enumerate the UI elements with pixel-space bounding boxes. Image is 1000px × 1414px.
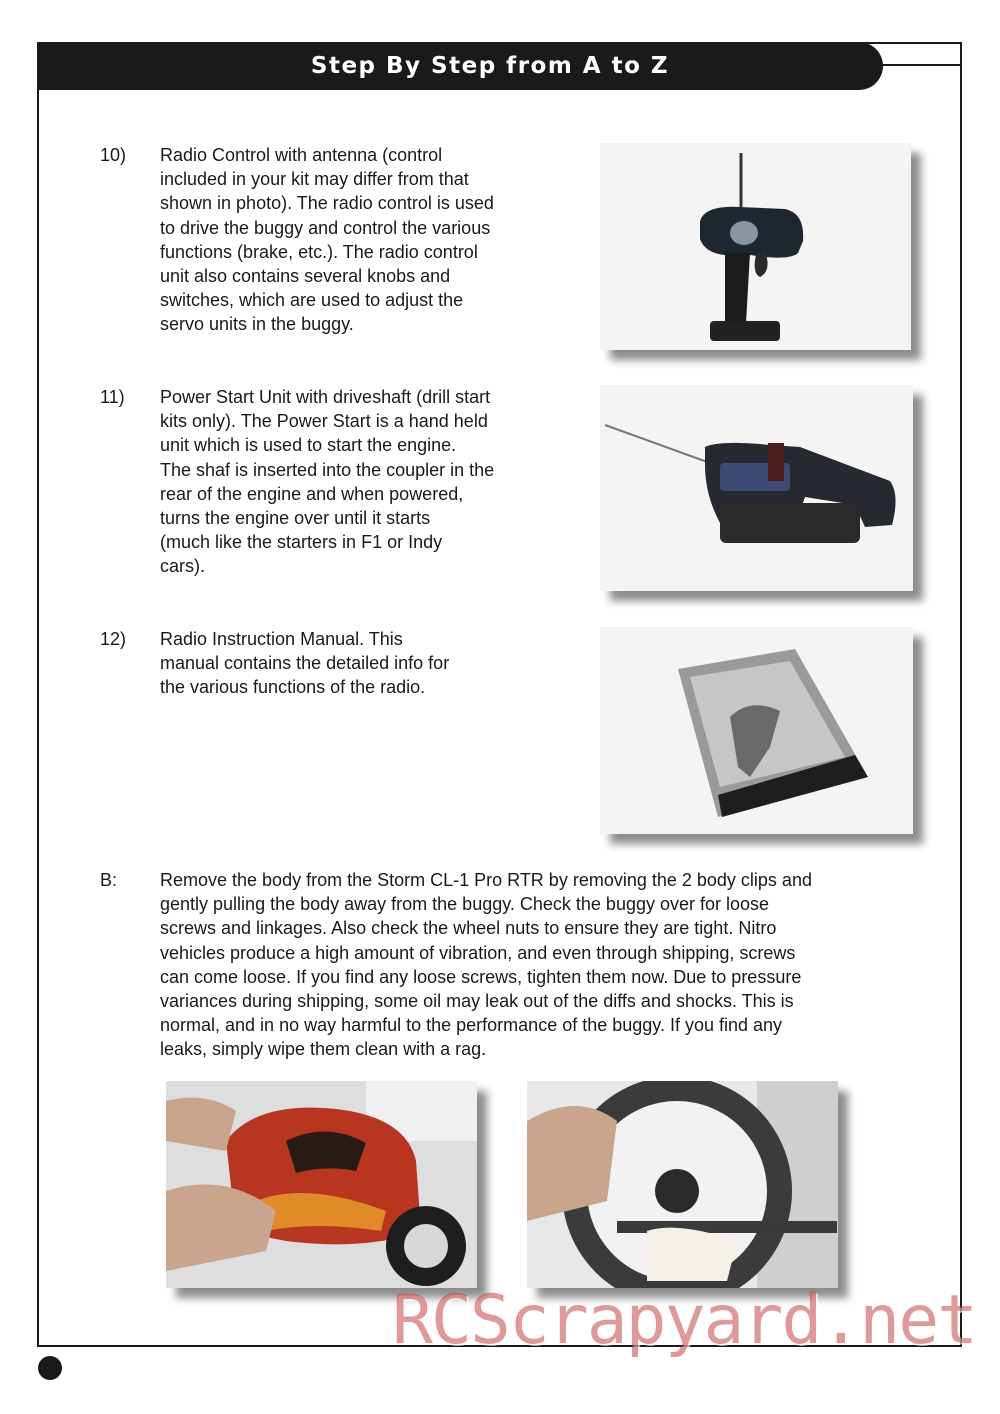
text-line: Remove the body from the Storm CL-1 Pro RTR by removing the 2 body clips and: [160, 870, 812, 890]
text-line: variances during shipping, some oil may leak out of the diffs and shocks. This is: [160, 991, 794, 1012]
text-line: Radio Instruction Manual. This: [160, 629, 403, 649]
page-title: Step By Step from A to Z: [310, 53, 670, 79]
item-description: [160, 627, 545, 700]
header-bar: [37, 42, 883, 90]
text-line: cars).: [160, 556, 205, 577]
text-line: switches, which are used to adjust the: [160, 290, 464, 311]
item-description: [160, 385, 545, 579]
step-b-description: [160, 868, 905, 1062]
item-description: [160, 143, 545, 337]
text-line: to drive the buggy and control the various: [160, 217, 491, 238]
text-line: unit which is used to start the engine.: [160, 435, 457, 456]
text-line: (much like the starters in F1 or Indy: [160, 532, 443, 553]
item-number: 10): [100, 145, 127, 165]
text-line: the various functions of the radio.: [160, 677, 426, 698]
text-line: Power Start Unit with driveshaft (drill start: [160, 387, 491, 407]
wheel-check-photo: [527, 1081, 838, 1288]
step-label: B:: [100, 870, 118, 890]
radio-manual-photo: [600, 627, 913, 834]
text-line: normal, and in no way harmful to the performance of the buggy. If you find any: [160, 1015, 783, 1036]
text-line: The shaf is inserted into the coupler in the: [160, 459, 495, 480]
text-line: screws and linkages. Also check the wheel nuts to ensure they are tight. Nitro: [160, 918, 777, 939]
text-line: functions (brake, etc.). The radio control: [160, 241, 478, 262]
text-line: leaks, simply wipe them clean with a rag.: [160, 1039, 487, 1060]
text-line: included in your kit may differ from that: [160, 169, 469, 190]
text-line: servo units in the buggy.: [160, 314, 354, 335]
item-number: 11): [100, 387, 125, 407]
text-line: can come loose. If you find any loose screws, tighten them now. Due to pressure: [160, 966, 802, 987]
body-removal-photo: [166, 1081, 477, 1288]
frame-top-line: [880, 64, 962, 66]
text-line: vehicles produce a high amount of vibration, and even through shipping, screws: [160, 942, 796, 963]
text-line: manual contains the detailed info for: [160, 653, 450, 674]
text-line: rear of the engine and when powered,: [160, 483, 464, 504]
text-line: turns the engine over until it starts: [160, 508, 431, 529]
watermark-text: RCScrapyard.net: [392, 1281, 977, 1360]
text-line: kits only). The Power Start is a hand held: [160, 411, 488, 432]
text-line: Radio Control with antenna (control: [160, 145, 443, 165]
text-line: shown in photo). The radio control is used: [160, 193, 494, 214]
text-line: gently pulling the body away from the buggy. Check the buggy over for loose: [160, 894, 770, 915]
item-number: 12): [100, 629, 127, 649]
radio-control-photo: [600, 143, 911, 350]
power-start-photo: [600, 385, 913, 591]
text-line: unit also contains several knobs and: [160, 266, 451, 287]
page-marker-dot: [38, 1356, 62, 1380]
